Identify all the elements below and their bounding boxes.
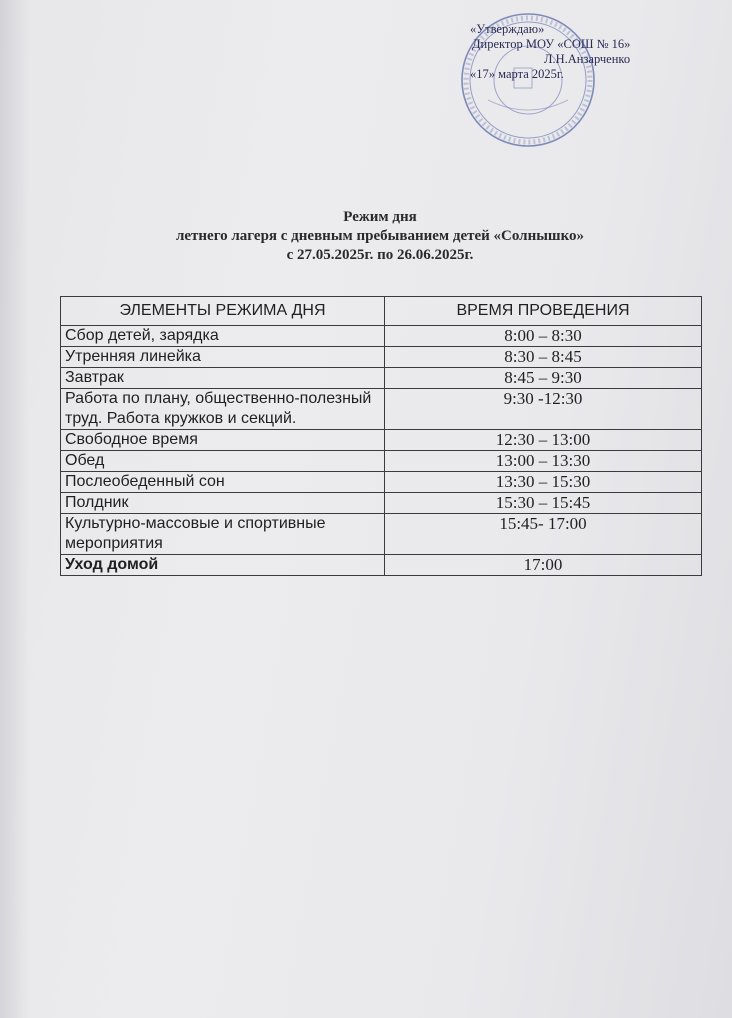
title-line-1: Режим дня [343,209,417,225]
approval-block [466,22,706,82]
row-element: Полдник [61,493,385,514]
approval-line-1: «Утверждаю» [470,22,545,36]
row-element: Утренняя линейка [61,347,385,368]
table-row [61,472,702,493]
title-line-3: с 27.05.2025г. по 26.06.2025г. [286,247,474,263]
row-element: Работа по плану, общественно-полезный труд. Работа кружков и секций. [61,389,385,430]
document-title [60,208,700,265]
row-element: Свободное время [61,430,385,451]
row-element: Культурно-массовые и спортивные мероприятия [61,514,385,555]
page-shadow [0,0,30,1018]
header-elements: ЭЛЕМЕНТЫ РЕЖИМА ДНЯ [61,297,385,326]
row-time: 9:30 -12:30 [385,389,702,430]
table-row [61,326,702,347]
row-time: 12:30 – 13:00 [385,430,702,451]
row-time: 8:00 – 8:30 [385,326,702,347]
schedule-table [60,296,702,576]
row-element: Завтрак [61,368,385,389]
title-line-2: летнего лагеря с дневным пребыванием детей «Солнышко» [175,228,585,244]
table-row [61,451,702,472]
row-element: Сбор детей, зарядка [61,326,385,347]
row-time: 15:30 – 15:45 [385,493,702,514]
row-time: 13:30 – 15:30 [385,472,702,493]
approval-line-2: Директор МОУ «СОШ № 16» [472,37,631,51]
approval-line-3: Л.Н.Анзарченко [544,52,631,66]
table-row [61,430,702,451]
table-row [61,347,702,368]
row-element: Послеобеденный сон [61,472,385,493]
row-time: 8:30 – 8:45 [385,347,702,368]
row-element: Обед [61,451,385,472]
header-time: ВРЕМЯ ПРОВЕДЕНИЯ [385,297,702,326]
table-row [61,514,702,555]
table-row [61,389,702,430]
row-time: 15:45- 17:00 [385,514,702,555]
row-time: 13:00 – 13:30 [385,451,702,472]
approval-line-4: «17» марта 2025г. [470,67,564,81]
table-header-row [61,297,702,326]
row-element: Уход домой [61,555,385,576]
table-row [61,555,702,576]
table-row [61,368,702,389]
row-time: 17:00 [385,555,702,576]
table-row [61,493,702,514]
row-time: 8:45 – 9:30 [385,368,702,389]
